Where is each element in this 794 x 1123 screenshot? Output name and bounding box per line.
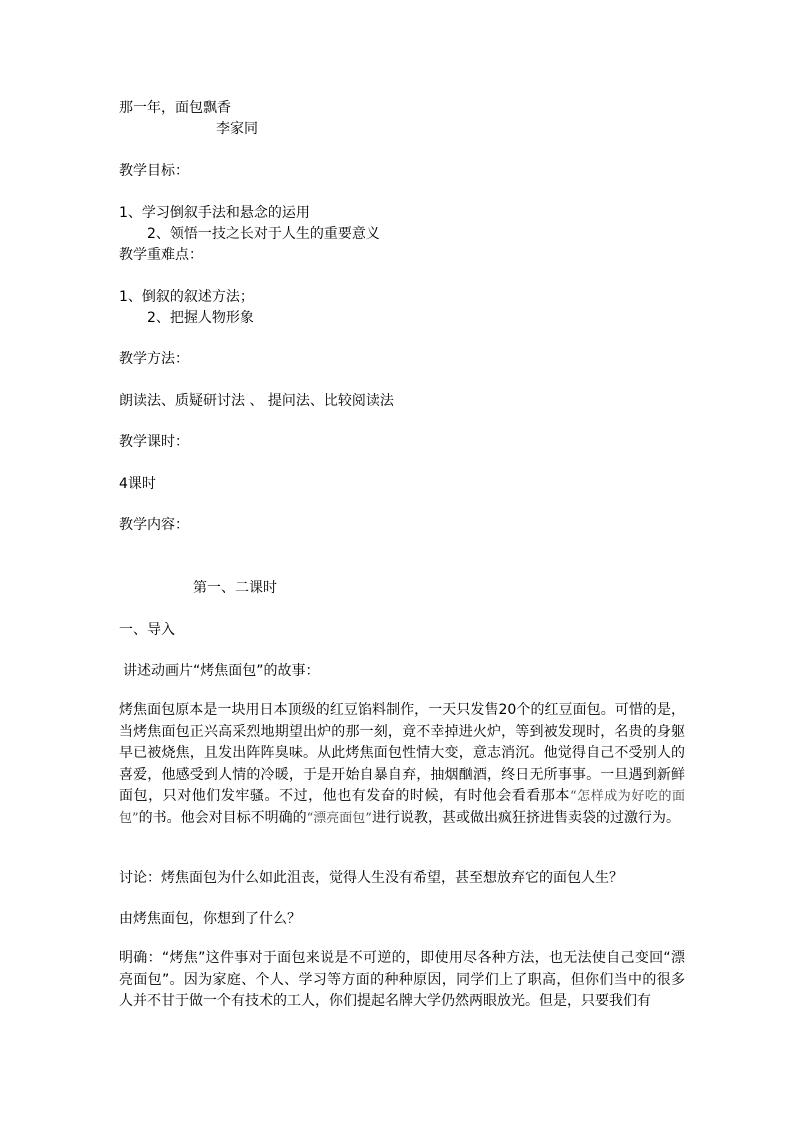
story-text-3: 进行说教，甚或做出疯狂挤进售卖袋的过激行为。 [371,809,680,826]
hours-text: 4课时 [119,476,156,492]
story-quote-bread: “漂亮面包” [306,810,372,826]
content-heading: 教学内容： [119,517,189,533]
lesson-heading: 第一、二课时 [193,580,277,596]
hours-heading: 教学课时： [119,434,189,450]
discussion-text: 讨论：烤焦面包为什么如此沮丧，觉得人生没有希望，甚至想放弃它的面包人生？ [119,870,623,886]
document-title: 那一年，面包飘香 [119,100,231,116]
author-name: 李家同 [216,121,258,137]
clarify-paragraph: 明确：“烤焦”这件事对于面包来说是不可逆的，即使用尽各种方法，也无法使自己变回“漂亮面包”。因为家庭、个人、学习等方面的种种原因，同学们上了职高，但你们当中的很多人并不甘于做一个有技术的工人，你们提起名牌大学仍然两眼放光。但是，只要我们有 [119,950,685,1009]
methods-heading: 教学方法： [119,351,189,367]
difficulty-item-1: 1、倒叙的叙述方法； [119,289,254,305]
story-text-2: 的书。他会对目标不明确的 [138,809,307,826]
story-intro: 讲述动画片“烤焦面包”的故事： [123,663,320,679]
story-text-1: 烤焦面包原本是一块用日本顶级的红豆馅料制作，一天只发售20个的红豆面包。可惜的是，当烤焦面包正兴高采烈地期望出炉的那一刻，竟不幸掉进火炉，等到被发现时，名贵的身躯早已被烧焦，且发出阵阵臭味。从此烤焦面包性情大变，意志消沉。他觉得自己不受别人的喜爱，他感受到人情的冷暖，于是开始自暴自弃，抽烟酗酒，终日无所事事。一旦遇到新鲜面包，只对他们发牢骚。不过，他也有发奋的时候，有时他会看看那本 [119,702,685,804]
objectives-heading: 教学目标： [119,163,189,179]
difficulties-heading: 教学重难点： [119,247,203,263]
difficulty-item-2: 2、把握人物形象 [147,310,254,326]
objective-item-2: 2、领悟一技之长对于人生的重要意义 [147,226,380,242]
objective-item-1: 1、学习倒叙手法和悬念的运用 [119,205,310,221]
methods-text: 朗读法、质疑研讨法 、 提问法、比较阅读法 [119,393,394,409]
story-paragraph [119,700,685,829]
story-quote-book: “怎样成为好吃的面包” [119,789,685,826]
intro-heading: 一、导入 [119,622,175,638]
question-text: 由烤焦面包，你想到了什么？ [119,911,301,927]
